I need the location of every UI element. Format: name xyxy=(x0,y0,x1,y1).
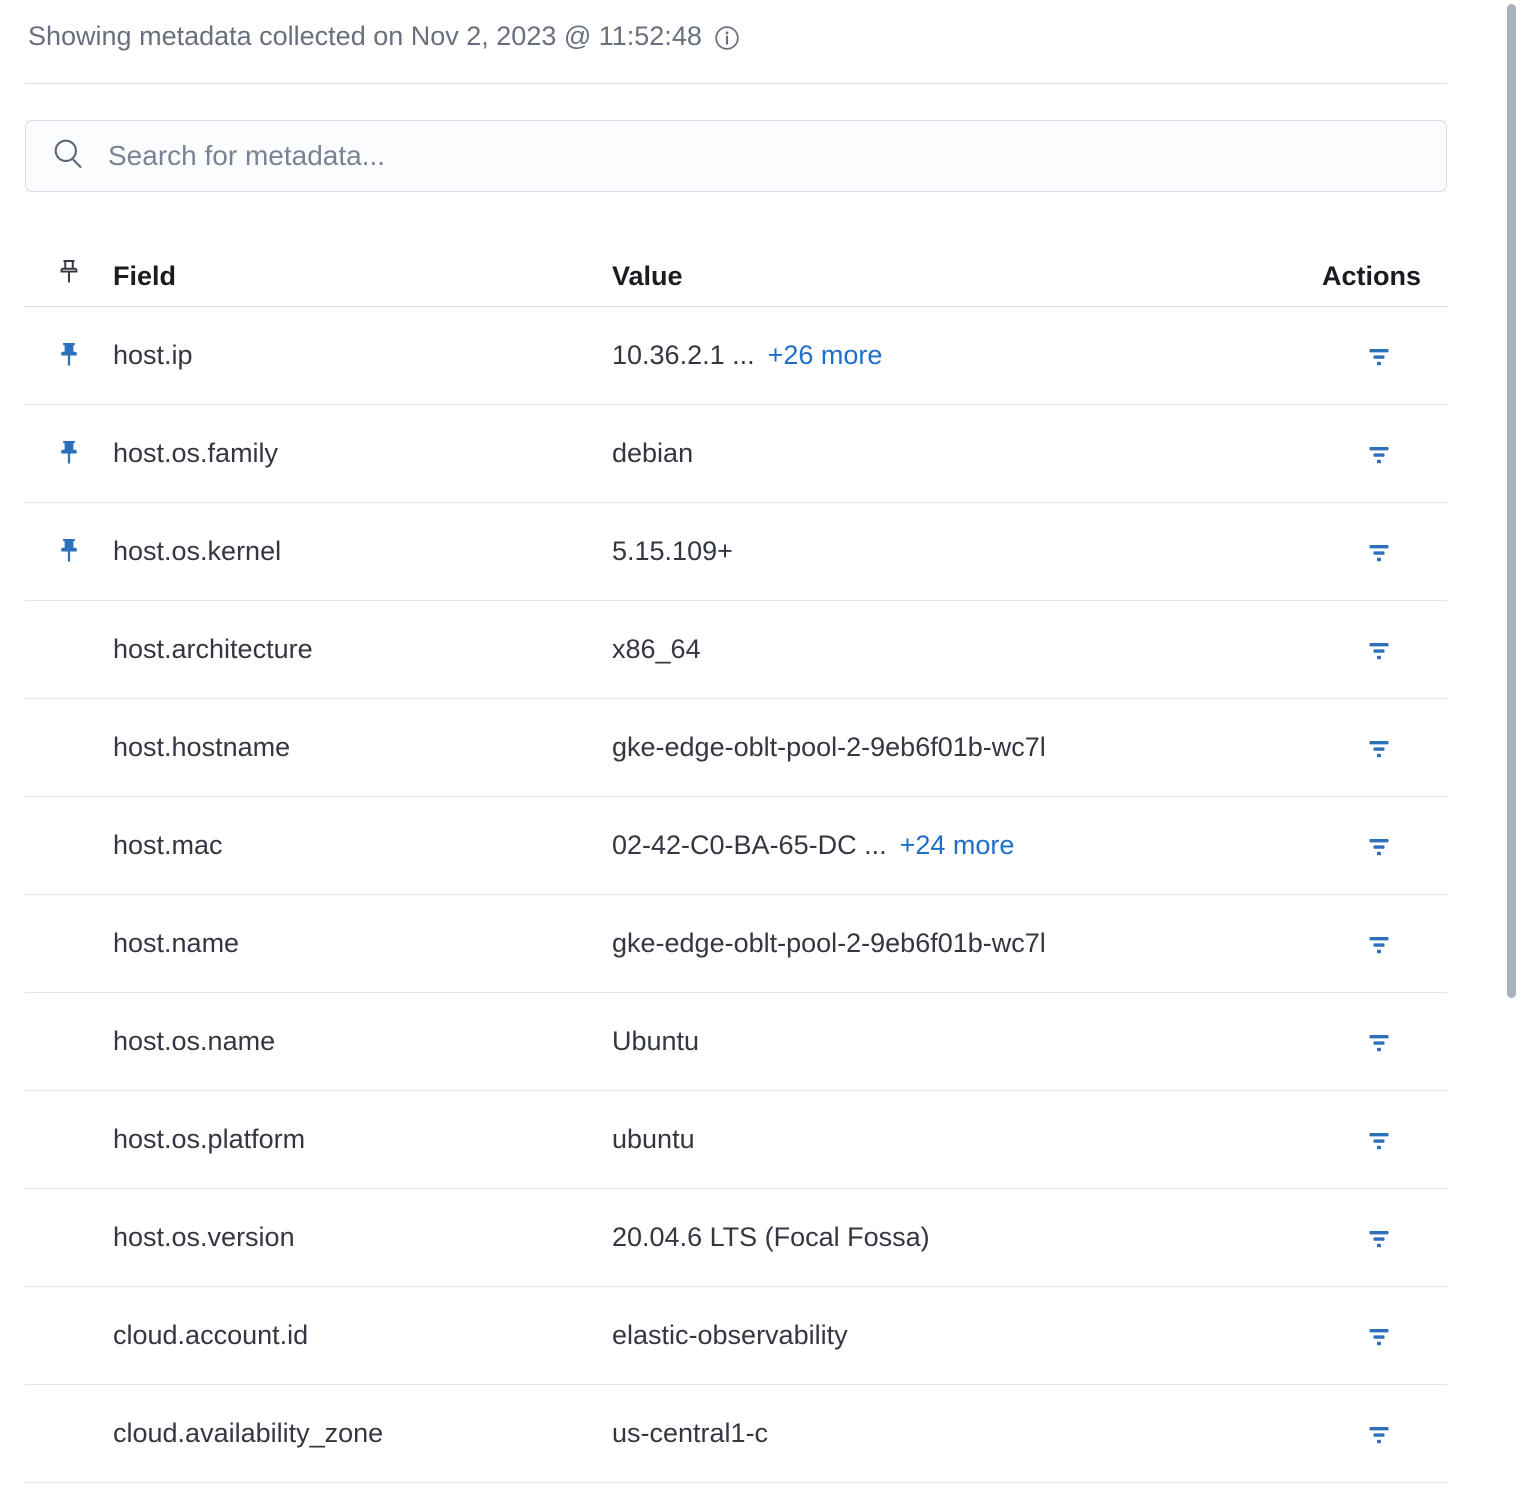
actions-cell xyxy=(1310,532,1447,572)
pin-column-header xyxy=(25,258,113,295)
row-field: cloud.availability_zone xyxy=(113,1418,384,1448)
row-value: elastic-observability xyxy=(612,1320,848,1350)
row-field: host.mac xyxy=(113,830,223,860)
status-bar xyxy=(25,0,1447,52)
row-field: host.os.kernel xyxy=(113,536,282,566)
actions-cell xyxy=(1310,728,1447,768)
row-value: 02-42-C0-BA-65-DC ... xyxy=(612,830,887,860)
pin-cell xyxy=(25,1219,113,1257)
row-value: ubuntu xyxy=(612,1124,695,1154)
value-cell xyxy=(612,1222,1310,1253)
row-value: x86_64 xyxy=(612,634,701,664)
value-cell xyxy=(612,732,1310,763)
search-input[interactable] xyxy=(108,140,1420,172)
actions-cell xyxy=(1310,1316,1447,1356)
actions-cell xyxy=(1310,630,1447,670)
filter-icon xyxy=(1363,1320,1395,1352)
value-cell xyxy=(612,1418,1310,1449)
row-field: host.os.name xyxy=(113,1026,276,1056)
filter-action-button[interactable] xyxy=(1359,1120,1399,1160)
filter-action-button[interactable] xyxy=(1359,434,1399,474)
pin-button[interactable] xyxy=(52,435,86,473)
pin-cell xyxy=(25,533,113,571)
pin-outline-icon xyxy=(56,258,82,288)
row-field: cloud.account.id xyxy=(113,1320,309,1350)
row-value: debian xyxy=(612,438,694,468)
row-value: gke-edge-oblt-pool-2-9eb6f01b-wc7l xyxy=(612,732,1046,762)
row-field: host.os.family xyxy=(113,438,279,468)
filter-action-button[interactable] xyxy=(1359,924,1399,964)
filter-icon xyxy=(1363,830,1395,862)
filter-action-button[interactable] xyxy=(1359,336,1399,376)
pin-cell xyxy=(25,1023,113,1061)
pin-filled-icon xyxy=(56,439,82,469)
filter-icon xyxy=(1363,634,1395,666)
filter-icon xyxy=(1363,1418,1395,1450)
row-field: host.ip xyxy=(113,340,193,370)
pin-cell xyxy=(25,729,113,767)
filter-action-button[interactable] xyxy=(1359,1218,1399,1258)
row-value: 5.15.109+ xyxy=(612,536,733,566)
row-value: gke-edge-oblt-pool-2-9eb6f01b-wc7l xyxy=(612,928,1046,958)
row-value: us-central1-c xyxy=(612,1418,769,1448)
actions-cell xyxy=(1310,434,1447,474)
actions-cell xyxy=(1310,1022,1447,1062)
metadata-table xyxy=(25,247,1447,1483)
row-value: Ubuntu xyxy=(612,1026,700,1056)
filter-icon xyxy=(1363,536,1395,568)
row-field: host.hostname xyxy=(113,732,291,762)
filter-action-button[interactable] xyxy=(1359,826,1399,866)
filter-action-button[interactable] xyxy=(1359,1022,1399,1062)
pin-cell xyxy=(25,1317,113,1355)
table-row xyxy=(25,601,1447,699)
metadata-table-body xyxy=(25,307,1447,1483)
pin-cell xyxy=(25,827,113,865)
value-cell xyxy=(612,634,1310,665)
pin-cell xyxy=(25,435,113,473)
table-row xyxy=(25,895,1447,993)
actions-cell xyxy=(1310,826,1447,866)
filter-action-button[interactable] xyxy=(1359,1316,1399,1356)
table-row xyxy=(25,405,1447,503)
row-field: host.os.version xyxy=(113,1222,295,1252)
value-cell xyxy=(612,340,1310,371)
value-cell xyxy=(612,536,1310,567)
field-column-header: Field xyxy=(113,261,177,291)
value-cell xyxy=(612,438,1310,469)
filter-icon xyxy=(1363,438,1395,470)
table-row xyxy=(25,993,1447,1091)
filter-icon xyxy=(1363,340,1395,372)
value-cell xyxy=(612,1320,1310,1351)
filter-action-button[interactable] xyxy=(1359,532,1399,572)
table-row xyxy=(25,1189,1447,1287)
search-box xyxy=(25,120,1447,192)
row-field: host.name xyxy=(113,928,240,958)
pin-cell xyxy=(25,925,113,963)
row-field: host.architecture xyxy=(113,634,313,664)
actions-cell xyxy=(1310,924,1447,964)
filter-icon xyxy=(1363,732,1395,764)
value-column-header: Value xyxy=(612,261,683,291)
filter-icon xyxy=(1363,1222,1395,1254)
table-row xyxy=(25,503,1447,601)
value-cell xyxy=(612,830,1310,861)
filter-action-button[interactable] xyxy=(1359,1414,1399,1454)
pin-filled-icon xyxy=(56,341,82,371)
row-field: host.os.platform xyxy=(113,1124,306,1154)
table-row xyxy=(25,797,1447,895)
value-more-link[interactable]: +26 more xyxy=(767,340,883,370)
pin-button[interactable] xyxy=(52,337,86,375)
actions-cell xyxy=(1310,1120,1447,1160)
value-cell xyxy=(612,928,1310,959)
filter-icon xyxy=(1363,1124,1395,1156)
row-value: 10.36.2.1 ... xyxy=(612,340,755,370)
table-row xyxy=(25,1091,1447,1189)
value-more-link[interactable]: +24 more xyxy=(899,830,1015,860)
pin-cell xyxy=(25,337,113,375)
filter-action-button[interactable] xyxy=(1359,630,1399,670)
actions-column-header: Actions xyxy=(1321,261,1421,291)
status-text: Showing metadata collected on Nov 2, 2023 @ 11:52:48 xyxy=(28,21,702,51)
value-cell xyxy=(612,1026,1310,1057)
vertical-scrollbar-thumb[interactable] xyxy=(1507,4,1516,998)
actions-cell xyxy=(1310,1218,1447,1258)
table-header xyxy=(25,247,1447,307)
value-cell xyxy=(612,1124,1310,1155)
actions-cell xyxy=(1310,336,1447,376)
actions-cell xyxy=(1310,1414,1447,1454)
search-icon xyxy=(52,137,86,176)
pin-cell xyxy=(25,1121,113,1159)
pin-cell xyxy=(25,631,113,669)
filter-icon xyxy=(1363,928,1395,960)
table-row xyxy=(25,307,1447,405)
filter-icon xyxy=(1363,1026,1395,1058)
info-icon[interactable] xyxy=(714,25,740,51)
pin-filled-icon xyxy=(56,537,82,567)
divider xyxy=(25,83,1447,84)
row-value: 20.04.6 LTS (Focal Fossa) xyxy=(612,1222,930,1252)
table-row xyxy=(25,699,1447,797)
table-row xyxy=(25,1385,1447,1483)
metadata-panel xyxy=(25,0,1447,1483)
filter-action-button[interactable] xyxy=(1359,728,1399,768)
table-row xyxy=(25,1287,1447,1385)
pin-cell xyxy=(25,1415,113,1453)
pin-button[interactable] xyxy=(52,533,86,571)
